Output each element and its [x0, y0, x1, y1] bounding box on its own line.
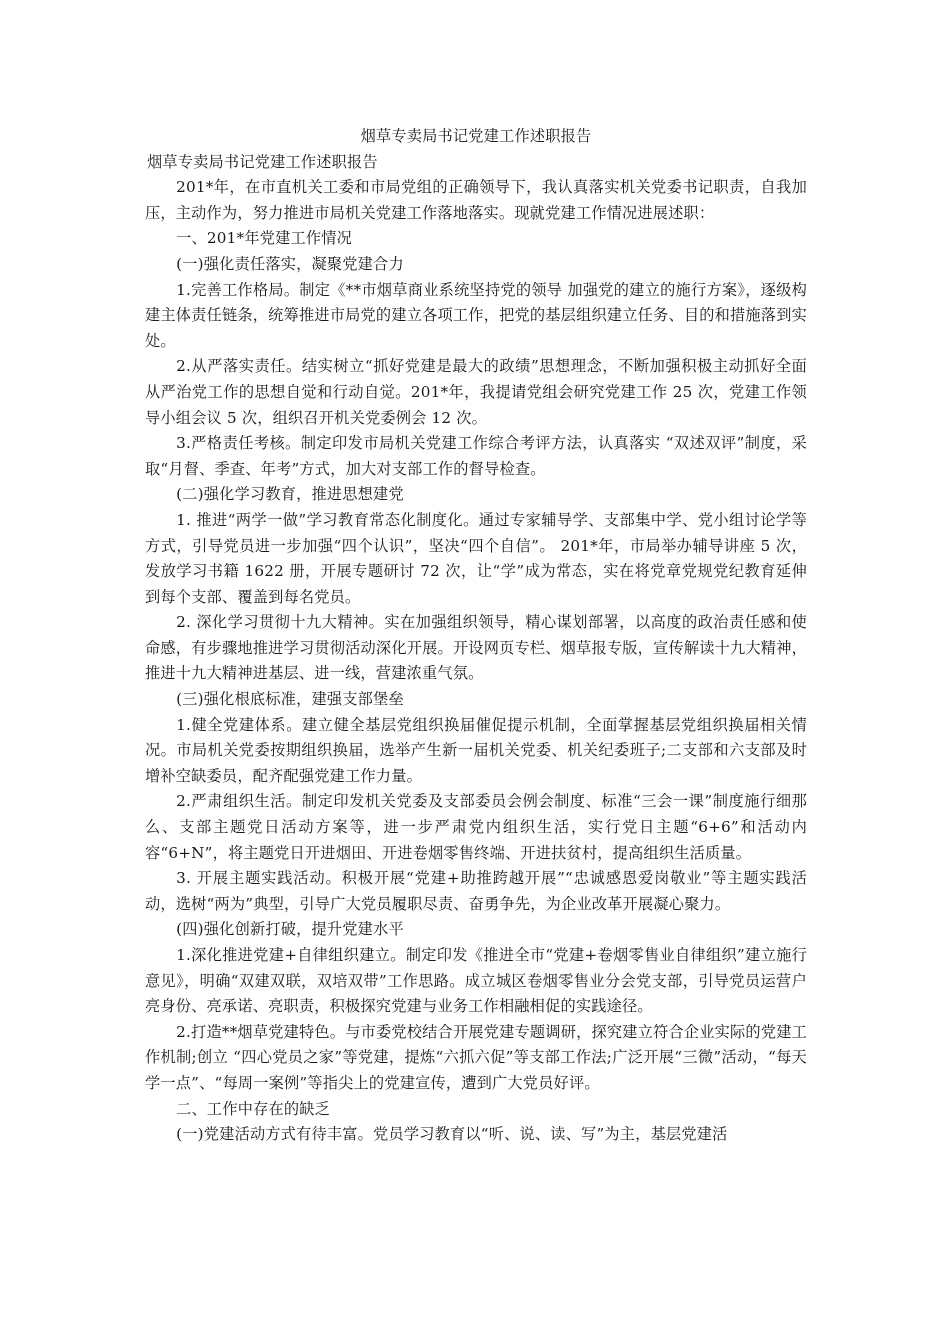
body-paragraph: 1. 推进“两学一做”学习教育常态化制度化。通过专家辅导学、支部集中学、党小组讨论学等方式，引导党员进一步加强“四个认识”，坚决“四个自信”。 201*年，市局举办辅导讲座 5 次，发放学习书籍 1622 册，开展专题研讨 72 次，让“学”成为常态，实在将党章党规党纪教育延伸到每个支部、覆盖到每名党员。 [145, 510, 807, 606]
body-paragraph: 2.严肃组织生活。制定印发机关党委及支部委员会例会制度、标准“三会一课”制度施行细那么、支部主题党日活动方案等，进一步严肃党内组织生活，实行党日主题“6+6”和活动内容“6+N”，将主题党日开进烟田、开进卷烟零售终端、开进扶贫村，提高组织生活质量。 [145, 792, 807, 862]
document-subtitle: 烟草专卖局书记党建工作述职报告 [147, 152, 378, 171]
subsection-heading: (四)强化创新打破，提升党建水平 [176, 920, 404, 939]
subsection-heading: (三)强化根底标准，建强支部堡垒 [176, 690, 404, 709]
section-heading: 二、工作中存在的缺乏 [176, 1099, 331, 1118]
document-body [145, 124, 807, 1148]
body-paragraph: 1.完善工作格局。制定《**市烟草商业系统坚持党的领导 加强党的建立的施行方案》，逐级构建主体责任链条，统筹推进市局党的建立各项工作，把党的基层组织建立任务、目的和措施落到实处。 [145, 280, 807, 350]
body-paragraph: 3.严格责任考核。制定印发市局机关党建工作综合考评方法，认真落实 “双述双评”制度，采取“月督、季查、年考”方式，加大对支部工作的督导检查。 [145, 434, 807, 478]
body-paragraph: 1.深化推进党建+自律组织建立。制定印发《推进全市“党建+卷烟零售业自律组织”建立施行意见》，明确“双建双联，双培双带”工作思路。成立城区卷烟零售业分会党支部，引导党员运营户亮身份、亮承诺、亮职责，积极探究党建与业务工作相融相促的实践途径。 [145, 946, 807, 1016]
section-heading: 一、201*年党建工作情况 [176, 229, 353, 248]
subsection-heading: (二)强化学习教育，推进思想建党 [176, 485, 404, 504]
body-paragraph: 3. 开展主题实践活动。积极开展“党建+助推跨越开展”“忠诚感恩爱岗敬业”等主题实践活动，选树“两为”典型，引导广大党员履职尽责、奋勇争先，为企业改革开展凝心聚力。 [145, 869, 807, 913]
body-paragraph: 2. 深化学习贯彻十九大精神。实在加强组织领导，精心谋划部署，以高度的政治责任感和使命感，有步骤地推进学习贯彻活动深化开展。开设网页专栏、烟草报专版，宣传解读十九大精神，推进十九大精神进基层、进一线，营建浓重气氛。 [145, 613, 807, 683]
body-paragraph: 2.从严落实责任。结实树立“抓好党建是最大的政绩”思想理念，不断加强积极主动抓好全面从严治党工作的思想自觉和行动自觉。201*年，我提请党组会研究党建工作 25 次，党建工作领导小组会议 5 次，组织召开机关党委例会 12 次。 [145, 357, 807, 427]
body-paragraph: (一)党建活动方式有待丰富。党员学习教育以“听、说、读、写”为主，基层党建活 [176, 1125, 728, 1144]
intro-paragraph: 201*年，在市直机关工委和市局党组的正确领导下，我认真落实机关党委书记职责，自我加压，主动作为，努力推进市局机关党建工作落地落实。现就党建工作情况进展述职： [145, 178, 807, 222]
body-paragraph: 2.打造**烟草党建特色。与市委党校结合开展党建专题调研，探究建立符合企业实际的党建工作机制;创立 “四心党员之家”等党建，提炼“六抓六促”等支部工作法;广泛开展“三微”活动，“每天学一点”、“每周一案例”等指尖上的党建宣传，遭到广大党员好评。 [145, 1022, 807, 1092]
body-paragraph: 1.健全党建体系。建立健全基层党组织换届催促提示机制，全面掌握基层党组织换届相关情况。市局机关党委按期组织换届，选举产生新一届机关党委、机关纪委班子;二支部和六支部及时增补空缺委员，配齐配强党建工作力量。 [145, 715, 807, 785]
subsection-heading: (一)强化责任落实，凝聚党建合力 [176, 254, 404, 273]
document-title: 烟草专卖局书记党建工作述职报告 [360, 127, 592, 145]
